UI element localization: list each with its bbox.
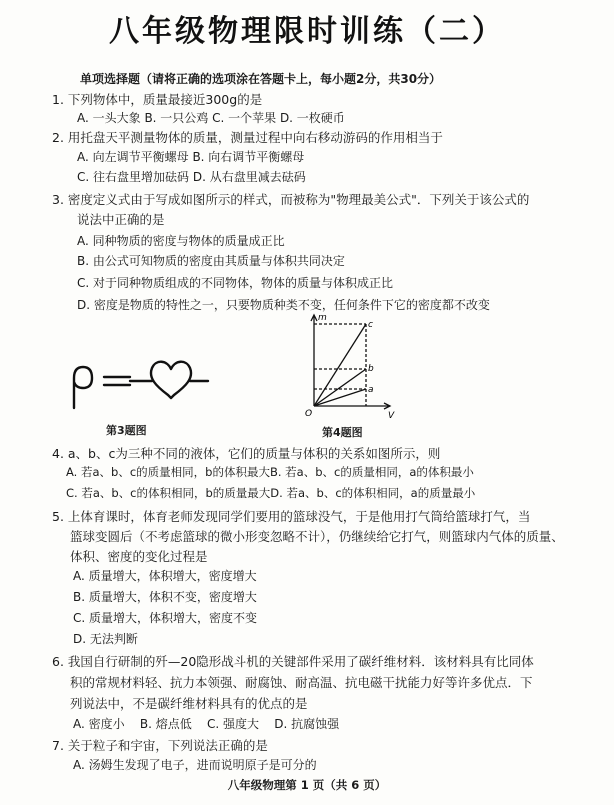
q5-option-b: B. 质量增大，体积不变，密度增大 (73, 590, 257, 604)
figure-3-density-formula (68, 350, 218, 420)
q3-option-c: C. 对于同种物质组成的不同物体，物体的质量与体积成正比 (77, 276, 394, 290)
figure-3-caption: 第3题图 (106, 424, 147, 437)
line-c-label: c (368, 320, 373, 330)
q2-stem: 2. 用托盘天平测量物体的质量，测量过程中向右移动游码的作用相当于 (52, 130, 443, 145)
axis-label-m: m (318, 313, 327, 323)
q3-option-a: A. 同种物质的密度与物体的质量成正比 (77, 234, 285, 248)
q3-option-b: B. 由公式可知物质的密度由其质量与体积共同决定 (77, 254, 345, 268)
q5-stem-line2: 篮球变圆后（不考虑篮球的微小形变忽略不计），仍继续给它打气，则篮球内气体的质量、 (70, 529, 564, 544)
page-footer: 八年级物理第 1 页（共 6 页） (227, 778, 387, 792)
line-b (314, 369, 366, 406)
figure-4-mass-volume-graph (300, 310, 400, 422)
q7-option-a: A. 汤姆生发现了电子，进而说明原子是可分的 (73, 758, 317, 772)
line-c (314, 324, 366, 406)
axis-label-v: V (388, 411, 395, 421)
q2-options-line2: C. 往右盘里增加砝码 D. 从右盘里减去砝码 (77, 170, 306, 184)
line-a-label: a (368, 385, 374, 395)
q6-stem-line1: 6. 我国自行研制的歼—20隐形战斗机的关键部件采用了碳纤维材料．该材料具有比同体 (52, 654, 534, 669)
heart-shape (151, 362, 191, 398)
q3-stem-line2: 说法中正确的是 (77, 212, 165, 227)
rho-symbol (74, 367, 92, 408)
q3-stem-line1: 3. 密度定义式由于写成如图所示的样式，而被称为"物理最美公式"．下列关于该公式的 (52, 192, 530, 207)
q4-options-line1: A. 若a、b、c的质量相同，b的体积最大B. 若a、b、c的质量相同，a的体积最小 (66, 465, 474, 479)
q2-options-line1: A. 向左调节平衡螺母 B. 向右调节平衡螺母 (77, 150, 305, 164)
q6-options: A. 密度小 B. 熔点低 C. 强度大 D. 抗腐蚀强 (73, 717, 340, 731)
q1-stem: 1. 下列物体中，质量最接近300g的是 (52, 92, 263, 107)
q1-options: A. 一头大象 B. 一只公鸡 C. 一个苹果 D. 一枚硬币 (77, 111, 345, 125)
figure-4-caption: 第4题图 (322, 426, 363, 439)
q7-stem: 7. 关于粒子和宇宙，下列说法正确的是 (52, 738, 268, 753)
q3-option-d: D. 密度是物质的特性之一，只要物质种类不变，任何条件下它的密度都不改变 (77, 298, 490, 312)
page-title: 八年级物理限时训练（二） (109, 14, 505, 49)
line-b-label: b (368, 364, 374, 374)
section-heading: 单项选择题（请将正确的选项涂在答题卡上，每小题2分，共30分） (80, 72, 442, 86)
q4-stem: 4. a、b、c为三种不同的液体，它们的质量与体积的关系如图所示，则 (52, 446, 441, 461)
line-a (314, 389, 366, 406)
q4-options-line2: C. 若a、b、c的体积相同，b的质量最大D. 若a、b、c的体积相同，a的质量最小 (66, 486, 476, 500)
q5-option-d: D. 无法判断 (73, 632, 138, 646)
q5-stem-line3: 体积、密度的变化过程是 (70, 549, 208, 564)
q6-stem-line3: 列说法中，不是碳纤维材料具有的优点的是 (70, 696, 308, 711)
q5-option-a: A. 质量增大，体积增大，密度增大 (73, 569, 257, 583)
q5-stem-line1: 5. 上体育课时，体育老师发现同学们要用的篮球没气，于是他用打气筒给篮球打气，当 (52, 509, 531, 524)
q5-option-c: C. 质量增大，体积增大，密度不变 (73, 611, 258, 625)
origin-label: O (305, 409, 313, 419)
q6-stem-line2: 积的常规材料轻、抗力本领强、耐腐蚀、耐高温、抗电磁干扰能力好等许多优点．下 (70, 675, 533, 690)
